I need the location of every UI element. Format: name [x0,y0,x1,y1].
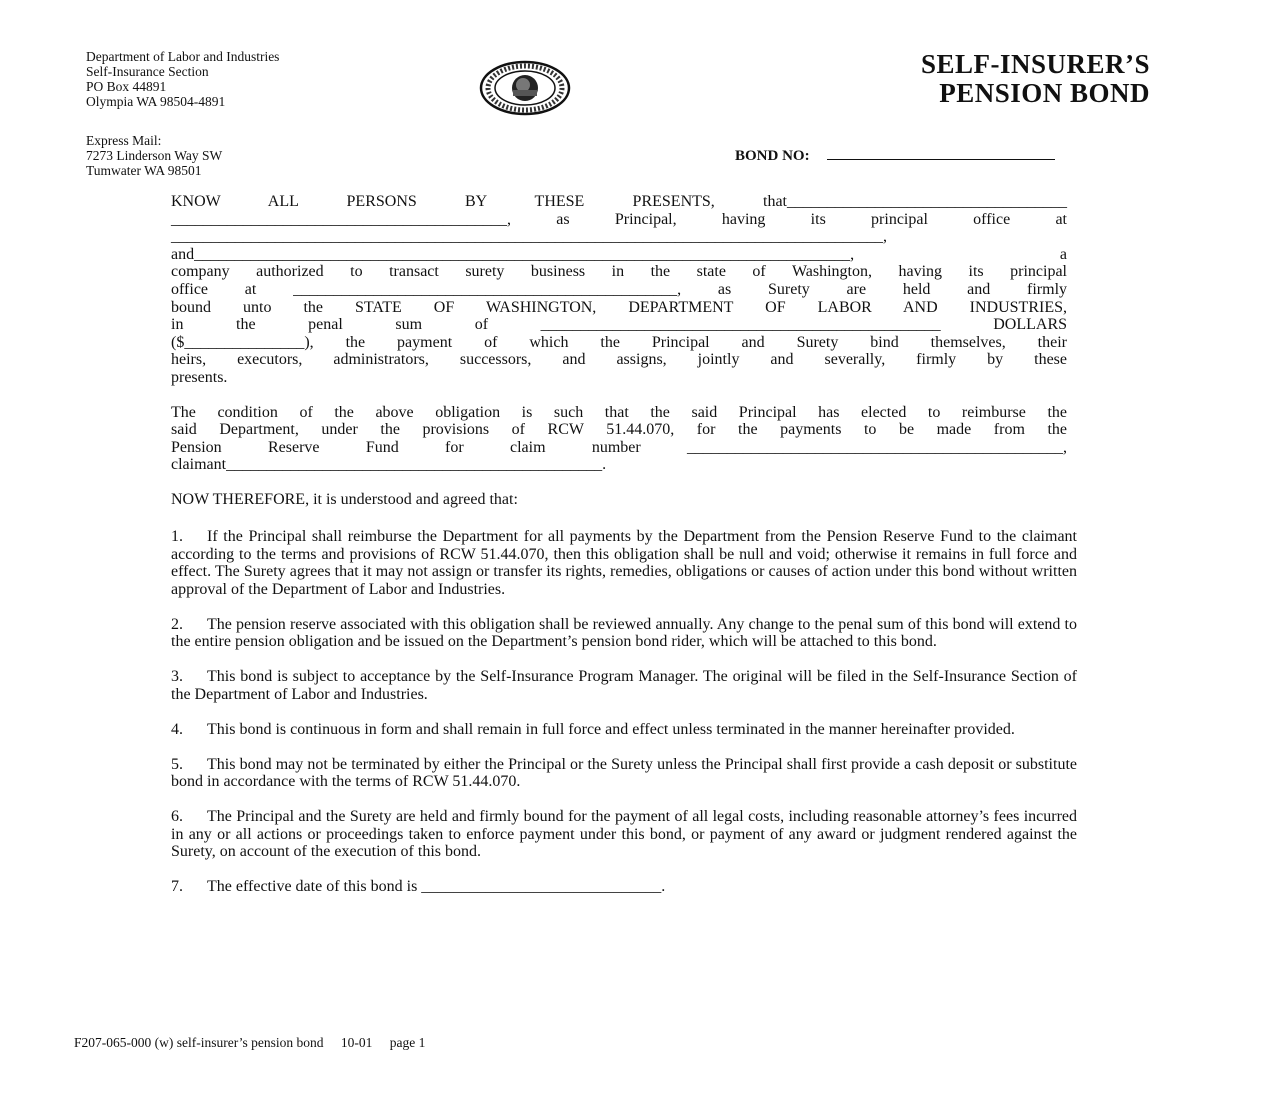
body-line: heirs, executors, administrators, successors, and assigns, jointly and severally, firmly by these [171,351,1067,369]
body-line: said Department, under the provisions of RCW 51.44.070, for the payments to be made from the [171,421,1067,439]
express-mail-address [86,133,222,178]
body-line: bound unto the STATE OF WASHINGTON, DEPARTMENT OF LABOR AND INDUSTRIES, [171,298,1067,316]
list-item: 7. The effective date of this bond is ______________________________. [171,878,666,895]
express-label: Express Mail: [86,133,162,148]
list-item: 4. This bond is continuous in form and shall remain in full force and effect unless terminated in the manner hereinafter provided. [171,720,1015,738]
list-item: 3. This bond is subject to acceptance by the Self-Insurance Program Manager. The original will be filed in the Self-Insurance Section of the Department of Labor and Industries. [171,668,1077,703]
address-line: Tumwater WA 98501 [86,163,202,178]
body-line: __________________________________________, as Principal, having its principal office at [171,210,1067,228]
page-number: page 1 [389,1035,426,1050]
body-line: presents. [171,368,228,386]
list-item: 5. This bond may not be terminated by either the Principal or the Surety unless the Principal shall first provide a cash deposit or substitute bond in accordance with the terms of RCW 51.44.070. [171,755,1077,790]
bond-body [171,193,1067,509]
state-seal-icon [479,60,571,116]
title-line-1: SELF-INSURER’S [920,49,1150,79]
bond-number-label: BOND NO: [735,148,810,164]
body-line: in the penal sum of __________________________________________________ DOLLARS [171,316,1068,334]
list-item: 2. The pension reserve associated with this obligation shall be reviewed annually. Any change to the penal sum of this bond will extend to the entire pension obligation and be issued on the Department’s pension bond rider, which will be attached to this bond. [171,615,1077,650]
address-line: Self-Insurance Section [86,64,209,79]
address-line: PO Box 44891 [86,79,167,94]
body-line: ($_______________), the payment of which the Principal and Surety bind themselves, their [171,333,1067,351]
conditions-list [171,528,1077,913]
form-title [921,50,1150,108]
body-line: The condition of the above obligation is such that the said Principal has elected to reimburse the [171,403,1067,421]
bond-number-blank[interactable] [827,147,1055,160]
body-line: company authorized to transact surety business in the state of Washington, having its principal [171,263,1067,281]
body-line: _________________________________________________________________________________________, [171,228,887,246]
bond-number-field [735,147,1055,165]
address-line: Department of Labor and Industries [86,49,280,64]
revision-date: 10-01 [340,1035,373,1050]
address-line: 7273 Linderson Way SW [86,148,223,163]
body-line: and__________________________________________________________________________________, a [171,245,1067,263]
list-item: 1. If the Principal shall reimburse the Department for all payments by the Department from the Pension Reserve Fund to the claimant according to the terms and provisions of RCW 51.44.070, then this obligation shall be null and void; otherwise it remains in full force and effect. The Surety agrees that it may not assign or transfer its rights, remedies, obligations or causes of action under this bond without written approval of the Department of Labor and Industries. [171,528,1077,598]
body-line: KNOW ALL PERSONS BY THESE PRESENTS, that___________________________________ [171,193,1067,210]
list-item: 6. The Principal and the Surety are held and firmly bound for the payment of all legal costs, including reasonable attorney’s fees incurred in any or all actions or proceedings taken to enforce payment under this bond, or payment of any award or judgment rendered against the Surety, on account of the execution of this bond. [171,808,1077,860]
form-footer [74,1035,439,1051]
body-line: claimant_______________________________________________. [171,456,607,474]
body-line: Pension Reserve Fund for claim number _______________________________________________, [171,438,1068,456]
address-line: Olympia WA 98504-4891 [86,94,226,109]
body-line: NOW THEREFORE, it is understood and agreed that: [171,490,518,508]
title-line-2: PENSION BOND [939,78,1150,108]
body-line: office at ________________________________________________, as Surety are held and firmly [171,280,1068,298]
agency-address [86,49,279,109]
form-number: F207-065-000 (w) self-insurer’s pension bond [74,1035,324,1050]
